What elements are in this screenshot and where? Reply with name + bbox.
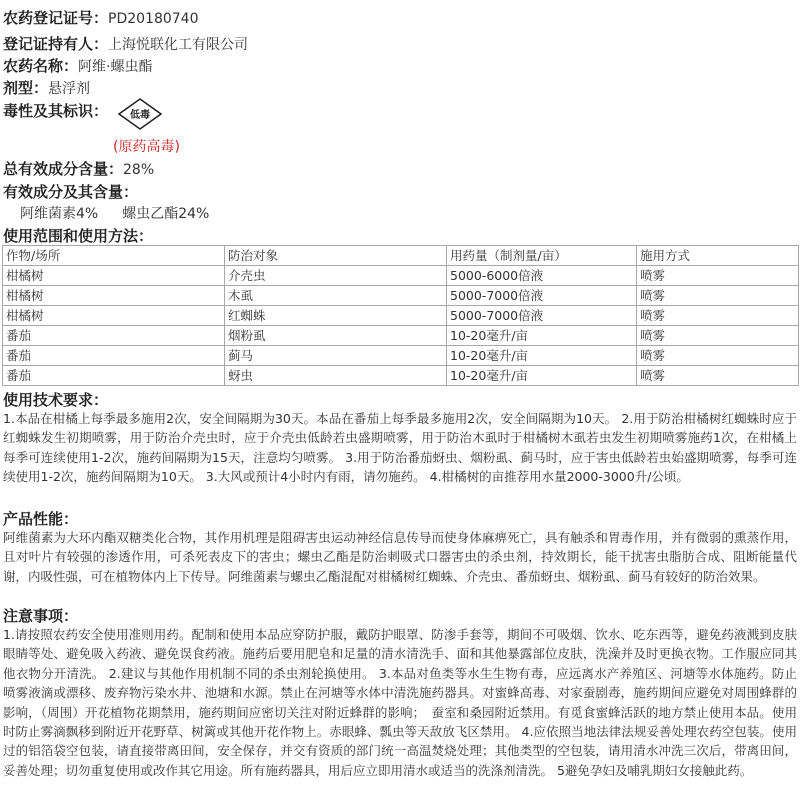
ingredient-item: 阿维菌素4% [20, 206, 99, 222]
formulation-row [3, 77, 90, 98]
pesticide-name-row [3, 55, 152, 76]
technique-heading: 使用技术要求： [3, 391, 109, 409]
ingredient-item: 螺虫乙酯24% [122, 206, 210, 222]
table-cell: 蚜虫 [225, 366, 447, 386]
table-cell: 喷雾 [637, 326, 799, 346]
column-header: 施用方式 [637, 246, 799, 266]
table-cell: 木虱 [225, 286, 447, 306]
ingredients-list [20, 203, 209, 223]
table-cell: 番茄 [3, 346, 225, 366]
technique-heading-row [3, 389, 108, 410]
performance-heading: 产品性能： [3, 510, 79, 528]
toxicity-badge-text: 低毒 [130, 110, 150, 121]
table-row [3, 346, 799, 366]
total-content-row [3, 158, 154, 179]
performance-heading-row [3, 508, 78, 529]
precautions-heading-row [3, 605, 78, 626]
holder-value: 上海悦联化工有限公司 [108, 37, 249, 53]
performance-text: 阿维菌素为大环内酯双糖类化合物，其作用机理是阻碍害虫运动神经信息传导而使身体麻痹死亡，具有触杀和胃毒作用，并有微弱的熏蒸作用，且对叶片有较强的渗透作用，可杀死表皮下的害虫；螺虫乙酯是防治刺吸式口器害虫的杀虫剂，持效期长，能干扰害虫脂肪合成、阻断能量代谢，内吸性强，可在植物体内上下传导。阿维菌素与螺虫乙酯混配对柑橘树红蜘蛛、介壳虫、番茄蚜虫、烟粉虱、蓟马有较好的防治效果。 [3, 530, 797, 584]
table-cell: 5000-6000倍液 [447, 266, 637, 286]
table-cell: 喷雾 [637, 266, 799, 286]
table-cell: 红蜘蛛 [225, 306, 447, 326]
table-cell: 10-20毫升/亩 [447, 326, 637, 346]
table-cell: 烟粉虱 [225, 326, 447, 346]
table-cell: 番茄 [3, 366, 225, 386]
total-content-label: 总有效成分含量： [3, 160, 124, 178]
formulation-value: 悬浮剂 [48, 81, 91, 97]
pesticide-name-label: 农药名称： [3, 57, 79, 75]
holder-label: 登记证持有人： [3, 35, 109, 53]
table-cell: 介壳虫 [225, 266, 447, 286]
precautions-text: 1.请按照农药安全使用准则用药。配制和使用本品应穿防护服，戴防护眼罩、防渗手套等，期间不可吸烟、饮水、吃东西等，避免药液溅到皮肤眼睛等处、避免吸入药液、避免误食药液。施药后要用肥皂和足量的清水清洗手、面和其他暴露部位皮肤，洗澡并及时更换衣物。工作服应同其他衣物分开清洗。 2.建议与其他作用机制不同的杀虫剂轮换使用。 3.本品对鱼类等水生生物有毒，应远离水产养殖区、河塘等水体施药。防止喷雾液滴或漂移、废弃物污染水井、池塘和水源。禁止在河塘等水体中清洗施药器具。对蜜蜂高毒、对家蚕剧毒，施药期间应避免对周围蜂群的影响，（周围）开花植物花期禁用，施药期间应密切关注对附近蜂群的影响； 蚕室和桑园附近禁用。有觅食蜜蜂活跃的地方禁止使用本品。使用时防止雾滴飘移到附近开花野草、树篱或其他开花作物上。赤眼蜂、瓢虫等天敌放飞区禁用。 4.应依照当地法律法规妥善处理农药空包装。使用过的铝箔袋空包装，请直接带离田间，安全保存，并交有资质的部门统一高温焚烧处理；其他类型的空包装，请用清水冲洗三次后，带离田间，妥善处理；切勿重复使用或改作其它用途。所有施药器具，用后应立即用清水或适当的洗涤剂清洗。 5避免孕妇及哺乳期妇女接触此药。 [3, 627, 797, 778]
pesticide-name-value: 阿维·螺虫酯 [78, 59, 153, 75]
holder-row [3, 33, 248, 54]
usage-table [2, 245, 799, 386]
table-cell: 柑橘树 [3, 266, 225, 286]
table-cell: 柑橘树 [3, 306, 225, 326]
table-cell: 喷雾 [637, 306, 799, 326]
table-cell: 喷雾 [637, 366, 799, 386]
table-cell: 5000-7000倍液 [447, 286, 637, 306]
usage-heading-row [3, 225, 153, 246]
formulation-label: 剂型： [3, 79, 49, 97]
registration-row [3, 7, 199, 28]
table-cell: 10-20毫升/亩 [447, 346, 637, 366]
ingredients-label: 有效成分及其含量： [3, 183, 139, 201]
low-toxicity-diamond-icon [118, 98, 162, 130]
table-cell: 蓟马 [225, 346, 447, 366]
column-header: 用药量（制剂量/亩） [447, 246, 637, 266]
table-row [3, 326, 799, 346]
column-header: 作物/场所 [3, 246, 225, 266]
table-row [3, 366, 799, 386]
table-row [3, 266, 799, 286]
ingredients-heading-row [3, 181, 138, 202]
precautions-heading: 注意事项： [3, 607, 79, 625]
toxicity-label: 毒性及其标识： [3, 102, 109, 120]
table-cell: 10-20毫升/亩 [447, 366, 637, 386]
table-cell: 喷雾 [637, 346, 799, 366]
table-row [3, 306, 799, 326]
registration-label: 农药登记证号： [3, 9, 109, 27]
table-row [3, 286, 799, 306]
table-cell: 5000-7000倍液 [447, 306, 637, 326]
table-cell: 喷雾 [637, 286, 799, 306]
column-header: 防治对象 [225, 246, 447, 266]
total-content-value: 28% [123, 162, 155, 178]
table-header-row [3, 246, 799, 266]
technique-text: 1.本品在柑橘上每季最多施用2次，安全间隔期为30天。本品在番茄上每季最多施用2次，安全间隔期为10天。 2.用于防治柑橘树红蜘蛛时应于红蜘蛛发生初期喷雾，用于防治介壳虫时，应于介壳虫低龄若虫盛期喷雾，用于防治木虱时于柑橘树木虱若虫发生初期喷雾施药1次，在柑橘上每季可连续使用1-2次，施药间隔期为15天，注意均匀喷雾。 3.用于防治番茄蚜虫、烟粉虱、蓟马时，应于害虫低龄若虫始盛期喷雾，每季可连续使用1-2次，施药间隔期为10天。 3.大风或预计4小时内有雨，请勿施药。 4.柑橘树的亩推荐用水量2000-3000升/公顷。 [3, 411, 797, 485]
table-cell: 柑橘树 [3, 286, 225, 306]
toxicity-row [3, 100, 108, 121]
table-cell: 番茄 [3, 326, 225, 346]
toxicity-note: (原药高毒) [113, 139, 180, 155]
registration-value: PD20180740 [108, 11, 199, 27]
usage-heading: 使用范围和使用方法： [3, 227, 154, 245]
